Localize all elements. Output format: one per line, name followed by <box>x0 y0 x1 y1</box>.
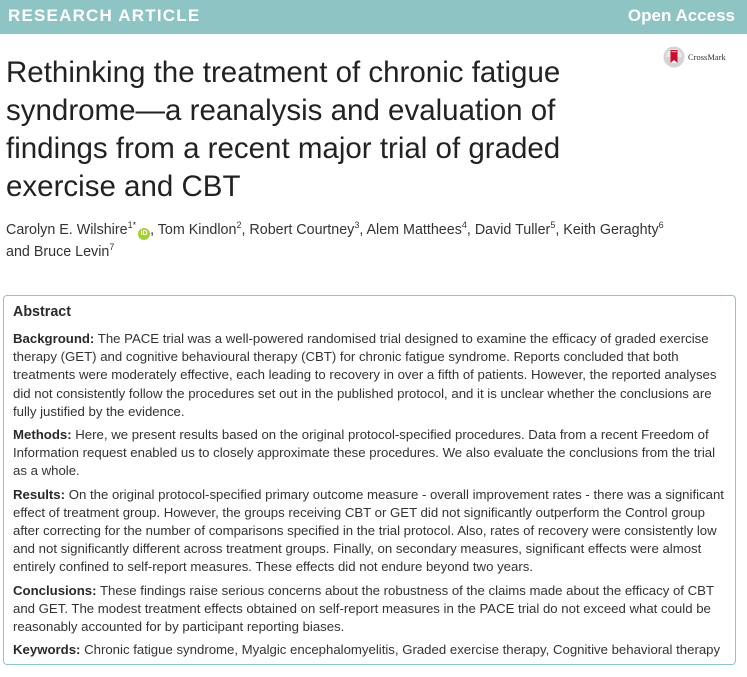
author-name[interactable]: David Tuller <box>474 222 551 238</box>
author-name[interactable]: Robert Courtney <box>249 222 355 238</box>
section-text: On the original protocol-specified primary outcome measure - overall improvement rates - there was a significant effect of treatment group. However, the groups receiving CBT or GET did not significantly outperform the Control group after correcting for the number of comparisons specified in the trial protocol. Also, rates of recovery were consistently low and not significantly different across treatment groups. Finally, on secondary measures, significant effects were almost entirely confined to self-report measures. These effects did not endure beyond two years. <box>13 486 724 575</box>
section-text: Here, we present results based on the original protocol-specified procedures. Data from a recent Freedom of Information request enabled us to closely approximate these procedures. We also evaluate the conclusions from the trial as a whole. <box>13 427 716 479</box>
author-list: Carolyn E. Wilshire$^{1*}$iD , Tom Kindlon$^2$, Robert Courtney$^3$, Alem Matthees$^4$, David Tuller$^5$, Keith Geraghty$^6$ and Bruce Levin$^7$ <box>6 220 664 260</box>
author-name[interactable]: Tom Kindlon <box>157 222 237 238</box>
crossmark-icon <box>663 46 685 68</box>
abstract-conclusions <box>13 582 727 637</box>
orcid-icon[interactable]: iD <box>138 228 150 240</box>
author-affiliation: 4 <box>461 220 467 230</box>
crossmark-label: CrossMark <box>688 52 726 62</box>
section-label: Conclusions: <box>13 582 97 598</box>
section-label: Results: <box>13 486 66 502</box>
author-affiliation: 5 <box>550 220 556 230</box>
abstract-box <box>3 295 736 665</box>
author-affiliation: 1* <box>127 220 137 230</box>
section-label: Methods: <box>13 427 72 443</box>
section-text: Chronic fatigue syndrome, Myalgic encephalomyelitis, Graded exercise therapy, Cognitive behavioral therapy <box>84 642 721 658</box>
author-name[interactable]: Alem Matthees <box>366 222 462 238</box>
abstract-keywords <box>13 641 727 659</box>
author-name[interactable]: Bruce Levin <box>33 244 110 260</box>
section-label: Background: <box>13 331 95 346</box>
abstract-methods <box>13 426 727 481</box>
author-name[interactable]: Carolyn E. Wilshire <box>6 222 128 238</box>
author-affiliation: 6 <box>658 220 664 230</box>
section-text: The PACE trial was a well-powered randomised trial designed to examine the efficacy of graded exercise therapy (GET) and cognitive behavioural therapy (CBT) for chronic fatigue syndrome. Reports concluded that both treatments were moderately effective, each leading to recovery in over a fifth of patients. However, the reported analyses did not consistently follow the procedures set out in the published protocol, and it is unclear whether the conclusions are fully justified by the evidence. <box>13 331 717 419</box>
article-title: Rethinking the treatment of chronic fatigue syndrome—a reanalysis and evaluation of findings from a recent major trial of graded exercise and CBT <box>6 56 561 203</box>
abstract-results <box>13 486 727 577</box>
section-label: Keywords: <box>13 642 81 658</box>
section-text: These findings raise serious concerns about the robustness of the claims made about the efficacy of CBT and GET. The modest treatment effects obtained on self-report measures in the PACE trial do not exceed what could be reasonably accounted for by participant reporting biases. <box>13 582 714 635</box>
open-access-label: Open Access <box>627 6 735 25</box>
author-affiliation: 3 <box>354 220 360 230</box>
article-banner <box>0 0 747 34</box>
author-conjunction: and <box>6 244 34 260</box>
abstract-heading: Abstract <box>13 304 71 320</box>
crossmark-badge[interactable] <box>663 46 743 68</box>
article-type-label: RESEARCH ARTICLE <box>8 6 201 25</box>
author-affiliation: 2 <box>236 220 242 230</box>
author-name[interactable]: Keith Geraghty <box>563 222 659 238</box>
abstract-background <box>13 330 727 421</box>
author-affiliation: 7 <box>109 242 115 252</box>
